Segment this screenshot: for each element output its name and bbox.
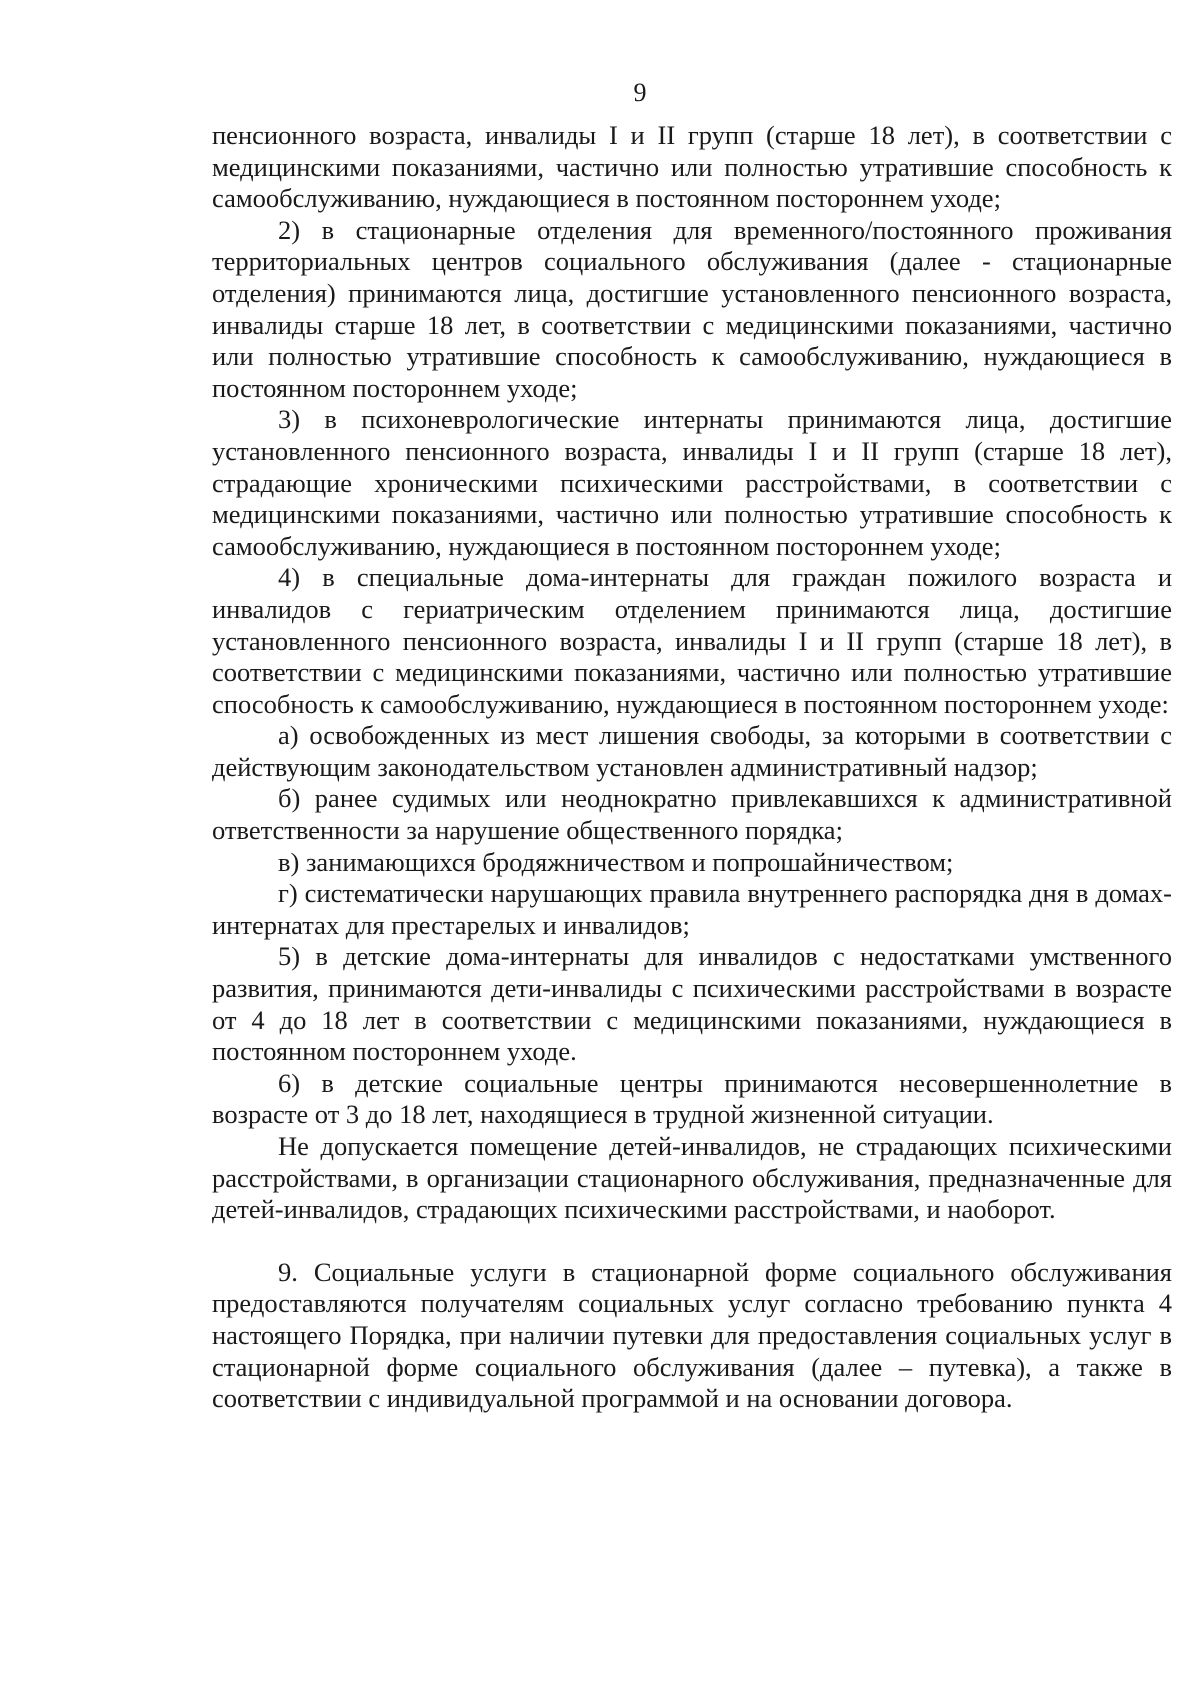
page-number: 9 xyxy=(633,78,647,107)
paragraph-subitem-b: б) ранее судимых или неоднократно привлекавшихся к административной ответственности за нарушение общественного порядка; xyxy=(212,783,1172,846)
paragraph-section-9: 9. Социальные услуги в стационарной форме социального обслуживания предоставляются получателям социальных услуг согласно требованию пункта 4 настоящего Порядка, при наличии путевки для предоставления социальных услуг в стационарной форме социального обслуживания (далее – путевка), а также в соответствии с индивидуальной программой и на основании договора. xyxy=(212,1256,1172,1414)
paragraph-item-4: 4) в специальные дома-интернаты для граждан пожилого возраста и инвалидов с гериатрическим отделением принимаются лица, достигшие установленного пенсионного возраста, инвалиды I и II групп (старше 18 лет), в соответствии с медицинскими показаниями, частично или полностью утратившие способность к самообслуживанию, нуждающиеся в постоянном постороннем уходе: xyxy=(212,562,1172,719)
paragraph-subitem-g: г) систематически нарушающих правила внутреннего распорядка дня в домах-интернатах для престарелых и инвалидов; xyxy=(212,878,1172,940)
paragraph-subitem-v: в) занимающихся бродяжничеством и попрошайничеством; xyxy=(278,846,954,877)
document-body xyxy=(212,120,1172,1415)
paragraph-item-2: 2) в стационарные отделения для временного/постоянного проживания территориальных центров социального обслуживания (далее - стационарные отделения) принимаются лица, достигшие установленного пенсионного возраста, инвалиды старше 18 лет, в соответствии с медицинскими показаниями, частично или полностью утратившие способность к самообслуживанию, нуждающиеся в постоянном постороннем уходе; xyxy=(212,214,1172,403)
paragraph-item-5: 5) в детские дома-интернаты для инвалидов с недостатками умственного развития, принимаются дети-инвалиды с психическими расстройствами в возрасте от 4 до 18 лет в соответствии с медицинскими показаниями, нуждающиеся в постоянном постороннем уходе. xyxy=(212,941,1172,1067)
paragraph-item-6: 6) в детские социальные центры принимаются несовершеннолетние в возрасте от 3 до 18 лет, находящиеся в трудной жизненной ситуации. xyxy=(212,1067,1172,1130)
paragraph-restriction: Не допускается помещение детей-инвалидов, не страдающих психическими расстройствами, в организации стационарного обслуживания, предназначенные для детей-инвалидов, страдающих психическими расстройствами, и наоборот. xyxy=(212,1131,1172,1225)
paragraph-continuation: пенсионного возраста, инвалиды I и II групп (старше 18 лет), в соответствии с медицинскими показаниями, частично или полностью утратившие способность к самообслуживанию, нуждающиеся в постоянном постороннем уходе; xyxy=(212,120,1172,214)
paragraph-item-3: 3) в психоневрологические интернаты принимаются лица, достигшие установленного пенсионного возраста, инвалиды I и II групп (старше 18 лет), страдающие хроническими психическими расстройствами, в соответствии с медицинскими показаниями, частично или полностью утратившие способность к самообслуживанию, нуждающиеся в постоянном постороннем уходе; xyxy=(212,404,1172,561)
paragraph-subitem-a: а) освобожденных из мест лишения свободы, за которыми в соответствии с действующим законодательством установлен административный надзор; xyxy=(212,720,1172,782)
